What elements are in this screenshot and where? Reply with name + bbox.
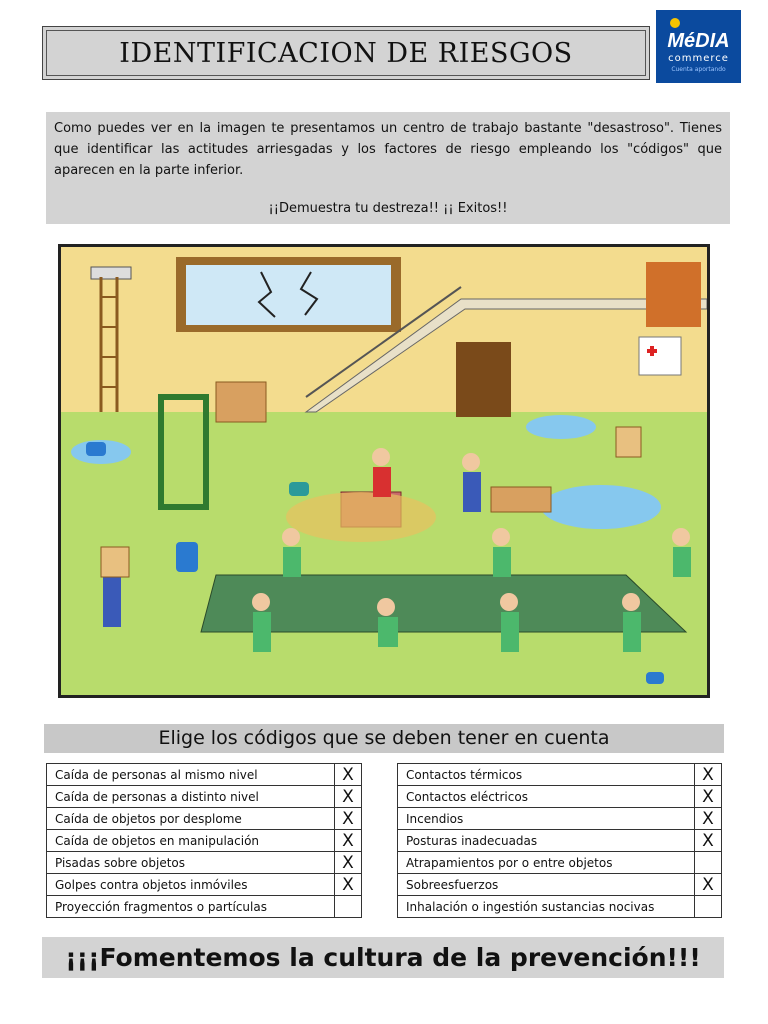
first-aid-cross-icon (650, 346, 654, 356)
worker-head (252, 593, 270, 611)
code-mark-checkbox[interactable]: X (335, 808, 362, 830)
work-table (201, 575, 686, 632)
code-mark-checkbox[interactable]: X (695, 764, 722, 786)
worker-body (501, 612, 519, 652)
code-mark-checkbox[interactable]: X (335, 874, 362, 896)
code-label: Caída de personas a distinto nivel (47, 786, 335, 808)
code-mark-checkbox[interactable]: X (335, 830, 362, 852)
carried-boxes (616, 427, 641, 457)
intro-paragraph: Como puedes ver en la imagen te presentamos un centro de trabajo bastante "desastroso". Tienes que identificar las actitudes arriesgadas y los factores de riesgo empleando los "códigos" que aparecen en la parte inferior. (54, 121, 722, 178)
code-row (398, 764, 722, 786)
code-label: Posturas inadecuadas (398, 830, 695, 852)
code-label: Sobreesfuerzos (398, 874, 695, 896)
code-mark-checkbox[interactable]: X (335, 764, 362, 786)
worker-body (623, 612, 641, 652)
air-conditioner (91, 267, 131, 279)
workplace-scene-drawing (61, 247, 707, 695)
code-row (398, 852, 722, 874)
code-row (47, 852, 362, 874)
code-mark-checkbox[interactable]: X (695, 786, 722, 808)
broken-window (186, 265, 391, 325)
worker-head (282, 528, 300, 546)
code-row (47, 830, 362, 852)
code-row (47, 896, 362, 918)
code-label: Proyección fragmentos o partículas (47, 896, 335, 918)
code-label: Caída de personas al mismo nivel (47, 764, 335, 786)
first-aid-cabinet (639, 337, 681, 375)
logo-dot-icon (670, 18, 680, 28)
worker-head (372, 448, 390, 466)
code-label: Atrapamientos por o entre objetos (398, 852, 695, 874)
code-mark-checkbox[interactable]: X (695, 874, 722, 896)
code-row (398, 896, 722, 918)
worker-head (500, 593, 518, 611)
worker-body (463, 472, 481, 512)
water-puddle (526, 415, 596, 439)
code-row (398, 808, 722, 830)
logo-brand: MéDIA (667, 30, 730, 52)
codes-heading: Elige los códigos que se deben tener en cuenta (44, 724, 724, 753)
code-row (398, 874, 722, 896)
code-label: Inhalación o ingestión sustancias nocivas (398, 896, 695, 918)
code-label: Contactos eléctricos (398, 786, 695, 808)
logo-tagline: Cuenta aportando (671, 66, 726, 73)
page-title: IDENTIFICACION DE RIESGOS (119, 38, 573, 69)
upper-door (646, 262, 701, 327)
worker-head (492, 528, 510, 546)
tipped-can (289, 482, 309, 496)
codes-table-right (397, 763, 722, 918)
code-row (47, 808, 362, 830)
worker-head (377, 598, 395, 616)
intro-box (46, 112, 730, 224)
code-mark-checkbox[interactable]: X (695, 808, 722, 830)
worker-head (462, 453, 480, 471)
tipped-can (646, 672, 664, 684)
worker-head (622, 593, 640, 611)
codes-table-left (46, 763, 362, 918)
title-banner (42, 26, 650, 80)
code-mark-checkbox[interactable]: X (335, 852, 362, 874)
worker-body (378, 617, 398, 647)
cart-boxes (491, 487, 551, 512)
code-mark-checkbox[interactable] (335, 896, 362, 918)
workplace-illustration (58, 244, 710, 698)
code-label: Caída de objetos por desplome (47, 808, 335, 830)
code-mark-checkbox[interactable] (695, 852, 722, 874)
code-mark-checkbox[interactable]: X (695, 830, 722, 852)
code-row (47, 764, 362, 786)
logo-sub: commerce (668, 53, 729, 64)
worker-body (373, 467, 391, 497)
worker-head (672, 528, 690, 546)
code-row (398, 830, 722, 852)
blue-barrel (176, 542, 198, 572)
stacked-boxes (216, 382, 266, 422)
footer-slogan: ¡¡¡Fomentemos la cultura de la prevención!!! (42, 937, 724, 978)
code-mark-checkbox[interactable] (695, 896, 722, 918)
oil-spill (286, 492, 436, 542)
code-row (47, 874, 362, 896)
code-mark-checkbox[interactable]: X (335, 786, 362, 808)
code-label: Pisadas sobre objetos (47, 852, 335, 874)
door (456, 342, 511, 417)
code-label: Incendios (398, 808, 695, 830)
water-puddle (541, 485, 661, 529)
carried-boxes (101, 547, 129, 577)
worker-body (103, 577, 121, 627)
code-label: Caída de objetos en manipulación (47, 830, 335, 852)
code-label: Golpes contra objetos inmóviles (47, 874, 335, 896)
media-commerce-logo (656, 10, 741, 83)
code-row (398, 786, 722, 808)
code-label: Contactos térmicos (398, 764, 695, 786)
worker-body (253, 612, 271, 652)
code-row (47, 786, 362, 808)
worker-body (493, 547, 511, 577)
worker-body (283, 547, 301, 577)
tipped-can (86, 442, 106, 456)
worker-body (673, 547, 691, 577)
intro-cheer: ¡¡Demuestra tu destreza!! ¡¡ Exitos!! (268, 201, 508, 216)
